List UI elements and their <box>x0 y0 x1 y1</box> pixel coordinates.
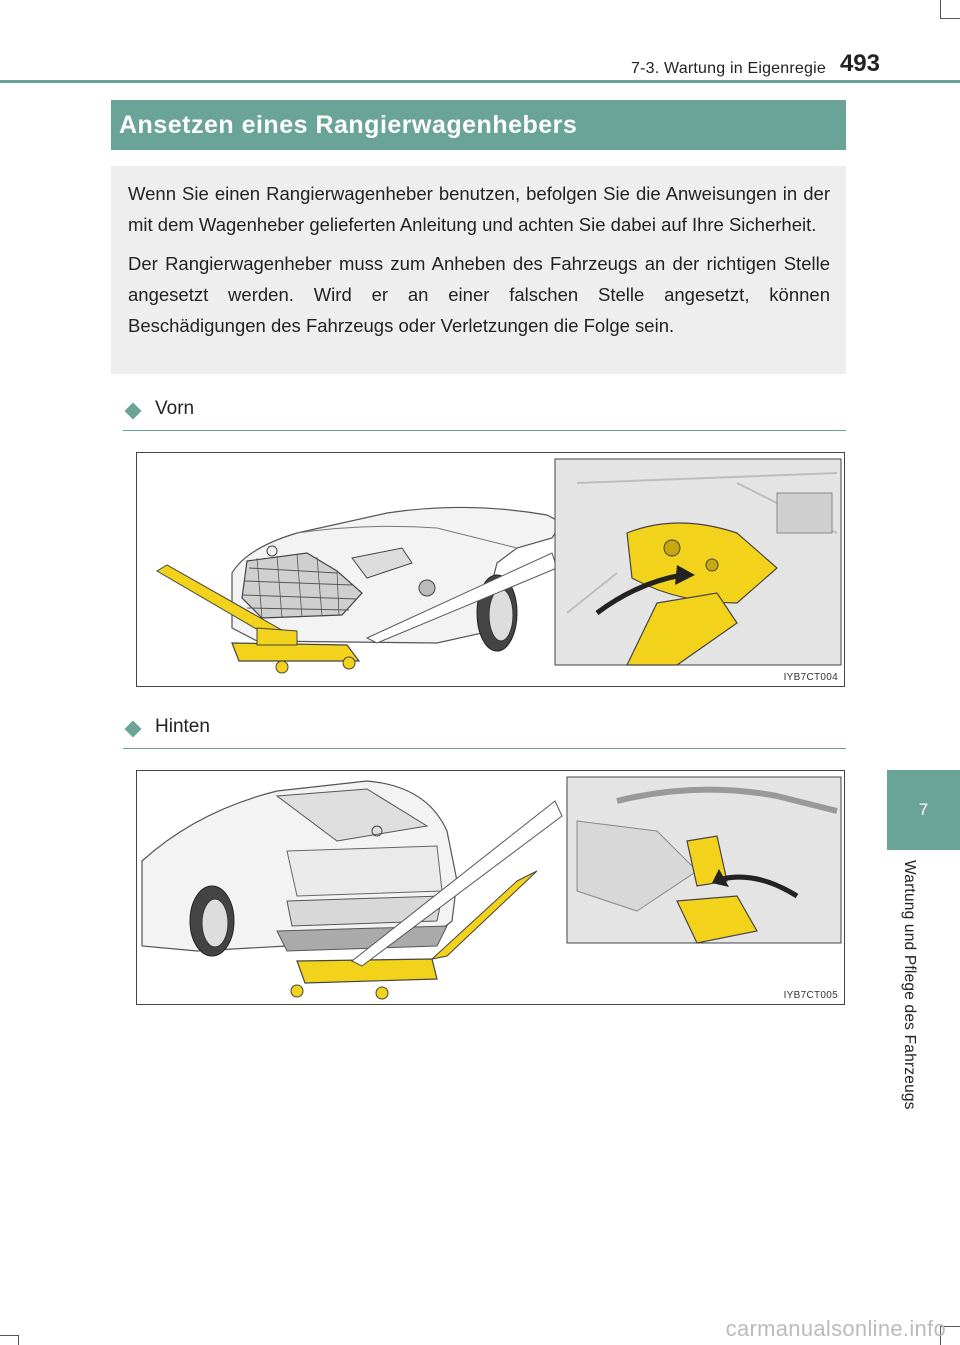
figure-code: IYB7CT005 <box>783 990 838 1001</box>
page-title: Ansetzen eines Rangierwagenhebers <box>119 110 578 139</box>
diamond-bullet-icon <box>125 403 142 420</box>
chapter-tab[interactable] <box>887 770 960 850</box>
chapter-title-vertical: Wartung und Pflege des Fahrzeugs <box>901 860 918 1110</box>
subheading-rear <box>123 714 846 749</box>
watermark: carmanualsonline.info <box>725 1316 946 1341</box>
intro-paragraph: Der Rangierwagenheber muss zum Anheben des Fahrzeugs an der richtigen Stelle angesetzt werden. Wird er an einer falschen Stelle angesetzt, können Beschädigungen des Fahrzeugs oder Verletzungen die Folge sein. <box>128 253 830 336</box>
running-head <box>540 48 880 78</box>
front-illustration <box>137 453 845 687</box>
diamond-bullet-icon <box>125 721 142 738</box>
figure-code: IYB7CT004 <box>783 672 838 683</box>
section-title: 7-3. Wartung in Eigenregie <box>631 60 826 77</box>
subheading-label: Vorn <box>155 398 195 419</box>
intro-box <box>111 166 846 374</box>
title-bar <box>111 100 846 150</box>
figure-front-jack-point <box>136 452 845 687</box>
figure-rear-jack-point <box>136 770 845 1005</box>
intro-paragraph: Wenn Sie einen Rangierwagenheber benutzen, befolgen Sie die Anweisungen in der mit dem Wagenheber gelieferten Anleitung und achten Sie dabei auf Ihre Sicherheit. <box>128 183 830 235</box>
crop-mark <box>18 1335 19 1345</box>
chapter-number: 7 <box>918 800 929 819</box>
rear-illustration <box>137 771 845 1005</box>
page-number: 493 <box>839 50 880 77</box>
subheading-front <box>123 396 846 431</box>
crop-mark <box>940 0 941 18</box>
crop-mark <box>0 1335 18 1336</box>
crop-mark <box>940 18 960 19</box>
subheading-label: Hinten <box>155 716 210 737</box>
header-rule <box>0 80 960 83</box>
